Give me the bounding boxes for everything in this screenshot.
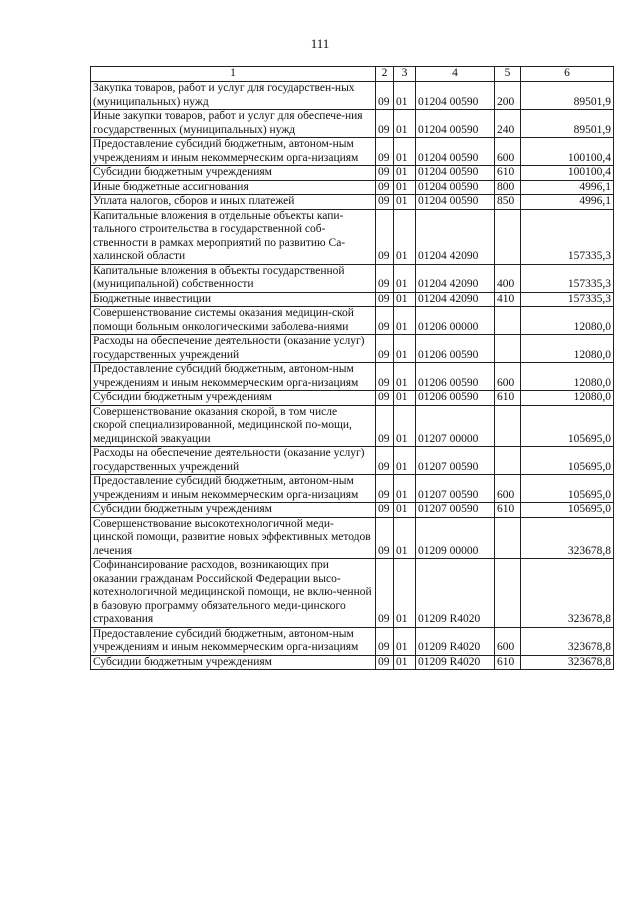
- amount-cell: 323678,8: [521, 517, 614, 559]
- subsection-code-cell: 01: [394, 503, 416, 518]
- header-col-4: 4: [416, 67, 495, 82]
- target-article-cell: 01204 00590: [416, 180, 495, 195]
- expense-type-cell: 240: [495, 110, 521, 138]
- table-row: [91, 517, 614, 559]
- expense-type-cell: [495, 209, 521, 264]
- amount-cell: 157335,3: [521, 292, 614, 307]
- table-row: [91, 209, 614, 264]
- target-article-cell: 01204 00590: [416, 195, 495, 210]
- table-row: [91, 627, 614, 655]
- amount-cell: 100100,4: [521, 138, 614, 166]
- expense-type-cell: [495, 307, 521, 335]
- table-row: [91, 447, 614, 475]
- section-code-cell: 09: [376, 264, 394, 292]
- expense-name-cell: Закупка товаров, работ и услуг для государствен-ных (муниципальных) нужд: [91, 82, 376, 110]
- expense-type-cell: 400: [495, 264, 521, 292]
- table-row: [91, 110, 614, 138]
- subsection-code-cell: 01: [394, 195, 416, 210]
- subsection-code-cell: 01: [394, 475, 416, 503]
- target-article-cell: 01206 00000: [416, 307, 495, 335]
- target-article-cell: 01204 00590: [416, 110, 495, 138]
- expense-type-cell: 600: [495, 475, 521, 503]
- expense-name-cell: Предоставление субсидий бюджетным, автоном-ным учреждениям и иным некоммерческим орга-низациям: [91, 138, 376, 166]
- expense-type-cell: 610: [495, 166, 521, 181]
- expense-name-cell: Предоставление субсидий бюджетным, автоном-ным учреждениям и иным некоммерческим орга-низациям: [91, 627, 376, 655]
- table-row: [91, 405, 614, 447]
- section-code-cell: 09: [376, 180, 394, 195]
- section-code-cell: 09: [376, 517, 394, 559]
- subsection-code-cell: 01: [394, 655, 416, 670]
- expense-type-cell: [495, 559, 521, 628]
- amount-cell: 89501,9: [521, 110, 614, 138]
- expense-name-cell: Расходы на обеспечение деятельности (оказание услуг) государственных учреждений: [91, 447, 376, 475]
- expense-name-cell: Иные закупки товаров, работ и услуг для обеспече-ния государственных (муниципальных) нужд: [91, 110, 376, 138]
- subsection-code-cell: 01: [394, 166, 416, 181]
- expense-name-cell: Иные бюджетные ассигнования: [91, 180, 376, 195]
- expense-name-cell: Расходы на обеспечение деятельности (оказание услуг) государственных учреждений: [91, 335, 376, 363]
- target-article-cell: 01207 00000: [416, 405, 495, 447]
- amount-cell: 323678,8: [521, 655, 614, 670]
- table-row: [91, 82, 614, 110]
- expense-type-cell: 610: [495, 655, 521, 670]
- amount-cell: 105695,0: [521, 475, 614, 503]
- expense-type-cell: [495, 517, 521, 559]
- section-code-cell: 09: [376, 209, 394, 264]
- table-row: [91, 335, 614, 363]
- expense-name-cell: Софинансирование расходов, возникающих при оказании гражданам Российской Федерации высо-котехнологичной медицинской помощи, не вклю-ченной в базовую программу обязательного меди-цинского страхования: [91, 559, 376, 628]
- expense-type-cell: [495, 405, 521, 447]
- page-number: 111: [310, 36, 330, 51]
- target-article-cell: 01204 00590: [416, 166, 495, 181]
- subsection-code-cell: 01: [394, 405, 416, 447]
- amount-cell: 12080,0: [521, 335, 614, 363]
- table-header: [91, 67, 614, 82]
- subsection-code-cell: 01: [394, 335, 416, 363]
- section-code-cell: 09: [376, 475, 394, 503]
- expense-name-cell: Субсидии бюджетным учреждениям: [91, 391, 376, 406]
- section-code-cell: 09: [376, 559, 394, 628]
- amount-cell: 89501,9: [521, 82, 614, 110]
- target-article-cell: 01204 00590: [416, 82, 495, 110]
- expense-name-cell: Субсидии бюджетным учреждениям: [91, 166, 376, 181]
- subsection-code-cell: 01: [394, 264, 416, 292]
- subsection-code-cell: 01: [394, 209, 416, 264]
- table-row: [91, 195, 614, 210]
- target-article-cell: 01209 00000: [416, 517, 495, 559]
- subsection-code-cell: 01: [394, 138, 416, 166]
- expense-name-cell: Совершенствование высокотехнологичной меди-цинской помощи, развитие новых эффективных методов лечения: [91, 517, 376, 559]
- target-article-cell: 01206 00590: [416, 391, 495, 406]
- expense-type-cell: 600: [495, 138, 521, 166]
- subsection-code-cell: 01: [394, 307, 416, 335]
- table-body: [91, 82, 614, 670]
- table-row: [91, 391, 614, 406]
- target-article-cell: 01206 00590: [416, 335, 495, 363]
- section-code-cell: 09: [376, 503, 394, 518]
- expense-type-cell: 600: [495, 627, 521, 655]
- subsection-code-cell: 01: [394, 110, 416, 138]
- target-article-cell: 01207 00590: [416, 475, 495, 503]
- amount-cell: 323678,8: [521, 559, 614, 628]
- expense-name-cell: Субсидии бюджетным учреждениям: [91, 503, 376, 518]
- header-col-1: 1: [91, 67, 376, 82]
- table-row: [91, 166, 614, 181]
- target-article-cell: 01204 42090: [416, 209, 495, 264]
- subsection-code-cell: 01: [394, 447, 416, 475]
- subsection-code-cell: 01: [394, 82, 416, 110]
- section-code-cell: 09: [376, 627, 394, 655]
- expense-type-cell: [495, 335, 521, 363]
- target-article-cell: 01209 R4020: [416, 655, 495, 670]
- subsection-code-cell: 01: [394, 559, 416, 628]
- expense-type-cell: 600: [495, 363, 521, 391]
- amount-cell: 4996,1: [521, 195, 614, 210]
- target-article-cell: 01207 00590: [416, 503, 495, 518]
- subsection-code-cell: 01: [394, 363, 416, 391]
- table-row: [91, 363, 614, 391]
- expense-name-cell: Совершенствование системы оказания медицин-ской помощи больным онкологическими заболева-ниями: [91, 307, 376, 335]
- expense-name-cell: Капитальные вложения в объекты государственной (муниципальной) собственности: [91, 264, 376, 292]
- section-code-cell: 09: [376, 292, 394, 307]
- amount-cell: 105695,0: [521, 405, 614, 447]
- expense-name-cell: Субсидии бюджетным учреждениям: [91, 655, 376, 670]
- amount-cell: 12080,0: [521, 363, 614, 391]
- target-article-cell: 01204 00590: [416, 138, 495, 166]
- expense-name-cell: Бюджетные инвестиции: [91, 292, 376, 307]
- amount-cell: 100100,4: [521, 166, 614, 181]
- table-row: [91, 180, 614, 195]
- section-code-cell: 09: [376, 363, 394, 391]
- expense-name-cell: Совершенствование оказания скорой, в том числе скорой специализированной, медицинской по-мощи, медицинской эвакуации: [91, 405, 376, 447]
- table-row: [91, 475, 614, 503]
- expense-type-cell: 800: [495, 180, 521, 195]
- subsection-code-cell: 01: [394, 391, 416, 406]
- target-article-cell: 01209 R4020: [416, 559, 495, 628]
- header-col-6: 6: [521, 67, 614, 82]
- amount-cell: 105695,0: [521, 503, 614, 518]
- section-code-cell: 09: [376, 655, 394, 670]
- expense-type-cell: 200: [495, 82, 521, 110]
- section-code-cell: 09: [376, 405, 394, 447]
- amount-cell: 4996,1: [521, 180, 614, 195]
- amount-cell: 12080,0: [521, 391, 614, 406]
- amount-cell: 105695,0: [521, 447, 614, 475]
- subsection-code-cell: 01: [394, 292, 416, 307]
- budget-table: [90, 66, 614, 670]
- table-row: [91, 307, 614, 335]
- expense-type-cell: [495, 447, 521, 475]
- table-row: [91, 138, 614, 166]
- expense-type-cell: 410: [495, 292, 521, 307]
- header-col-3: 3: [394, 67, 416, 82]
- expense-name-cell: Уплата налогов, сборов и иных платежей: [91, 195, 376, 210]
- target-article-cell: 01206 00590: [416, 363, 495, 391]
- table-row: [91, 559, 614, 628]
- expense-type-cell: 610: [495, 391, 521, 406]
- expense-name-cell: Предоставление субсидий бюджетным, автоном-ным учреждениям и иным некоммерческим орга-низациям: [91, 475, 376, 503]
- expense-name-cell: Предоставление субсидий бюджетным, автоном-ным учреждениям и иным некоммерческим орга-низациям: [91, 363, 376, 391]
- table-row: [91, 292, 614, 307]
- expense-type-cell: 850: [495, 195, 521, 210]
- section-code-cell: 09: [376, 391, 394, 406]
- target-article-cell: 01209 R4020: [416, 627, 495, 655]
- section-code-cell: 09: [376, 447, 394, 475]
- table-row: [91, 503, 614, 518]
- target-article-cell: 01204 42090: [416, 292, 495, 307]
- amount-cell: 157335,3: [521, 209, 614, 264]
- section-code-cell: 09: [376, 82, 394, 110]
- section-code-cell: 09: [376, 138, 394, 166]
- header-col-5: 5: [495, 67, 521, 82]
- section-code-cell: 09: [376, 335, 394, 363]
- subsection-code-cell: 01: [394, 627, 416, 655]
- table-row: [91, 655, 614, 670]
- subsection-code-cell: 01: [394, 180, 416, 195]
- amount-cell: 323678,8: [521, 627, 614, 655]
- table-row: [91, 264, 614, 292]
- section-code-cell: 09: [376, 195, 394, 210]
- section-code-cell: 09: [376, 110, 394, 138]
- section-code-cell: 09: [376, 307, 394, 335]
- amount-cell: 157335,3: [521, 264, 614, 292]
- amount-cell: 12080,0: [521, 307, 614, 335]
- expense-name-cell: Капитальные вложения в отдельные объекты капи-тального строительства в государственной соб-ственности в рамках мероприятий по развитию Са-халинской области: [91, 209, 376, 264]
- expense-type-cell: 610: [495, 503, 521, 518]
- subsection-code-cell: 01: [394, 517, 416, 559]
- target-article-cell: 01204 42090: [416, 264, 495, 292]
- header-col-2: 2: [376, 67, 394, 82]
- section-code-cell: 09: [376, 166, 394, 181]
- target-article-cell: 01207 00590: [416, 447, 495, 475]
